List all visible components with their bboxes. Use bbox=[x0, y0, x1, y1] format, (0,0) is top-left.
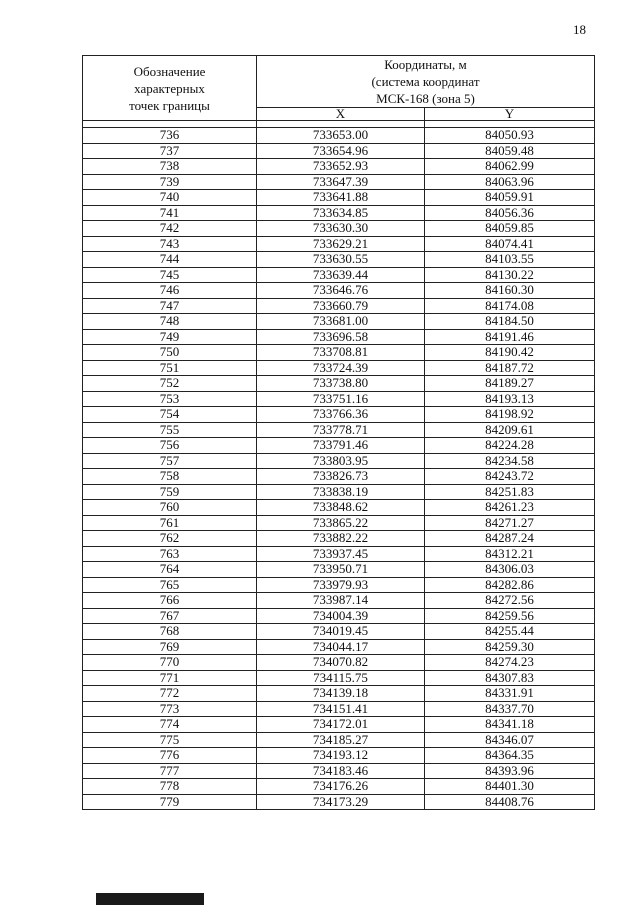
point-id-cell: 759 bbox=[83, 484, 257, 500]
x-coordinate-cell: 734193.12 bbox=[257, 748, 425, 764]
point-id-cell: 777 bbox=[83, 763, 257, 779]
table-row bbox=[83, 407, 595, 423]
table-row bbox=[83, 701, 595, 717]
x-coordinate-cell: 733654.96 bbox=[257, 143, 425, 159]
point-id-cell: 741 bbox=[83, 205, 257, 221]
table-row bbox=[83, 717, 595, 733]
x-coordinate-cell: 733660.79 bbox=[257, 298, 425, 314]
x-coordinate-cell: 733708.81 bbox=[257, 345, 425, 361]
x-coordinate-cell: 733696.58 bbox=[257, 329, 425, 345]
y-coordinate-cell: 84056.36 bbox=[425, 205, 595, 221]
y-coordinate-cell: 84174.08 bbox=[425, 298, 595, 314]
point-id-cell: 762 bbox=[83, 531, 257, 547]
x-coordinate-cell: 734176.26 bbox=[257, 779, 425, 795]
table-row bbox=[83, 298, 595, 314]
table-row bbox=[83, 422, 595, 438]
point-id-cell: 746 bbox=[83, 283, 257, 299]
x-coordinate-cell: 733652.93 bbox=[257, 159, 425, 175]
table-row bbox=[83, 159, 595, 175]
y-coordinate-cell: 84234.58 bbox=[425, 453, 595, 469]
point-id-cell: 779 bbox=[83, 794, 257, 810]
x-coordinate-cell: 733641.88 bbox=[257, 190, 425, 206]
x-coordinate-cell: 733634.85 bbox=[257, 205, 425, 221]
table-row bbox=[83, 267, 595, 283]
y-coordinate-cell: 84282.86 bbox=[425, 577, 595, 593]
table-row bbox=[83, 391, 595, 407]
x-coordinate-cell: 733766.36 bbox=[257, 407, 425, 423]
point-id-cell: 770 bbox=[83, 655, 257, 671]
table-row bbox=[83, 608, 595, 624]
point-id-cell: 747 bbox=[83, 298, 257, 314]
y-coordinate-cell: 84189.27 bbox=[425, 376, 595, 392]
y-coordinate-cell: 84364.35 bbox=[425, 748, 595, 764]
point-id-cell: 773 bbox=[83, 701, 257, 717]
y-coordinate-cell: 84259.30 bbox=[425, 639, 595, 655]
table-row bbox=[83, 128, 595, 144]
point-id-cell: 753 bbox=[83, 391, 257, 407]
table-row bbox=[83, 639, 595, 655]
header-label-line: характерных bbox=[134, 80, 205, 96]
table-row bbox=[83, 190, 595, 206]
table-row bbox=[83, 484, 595, 500]
header-coord-line: МСК-168 (зона 5) bbox=[376, 91, 475, 106]
x-coordinate-cell: 733848.62 bbox=[257, 500, 425, 516]
point-id-cell: 751 bbox=[83, 360, 257, 376]
point-id-cell: 749 bbox=[83, 329, 257, 345]
y-coordinate-cell: 84198.92 bbox=[425, 407, 595, 423]
header-coord-line: (система координат bbox=[371, 74, 480, 89]
y-coordinate-cell: 84306.03 bbox=[425, 562, 595, 578]
y-coordinate-cell: 84184.50 bbox=[425, 314, 595, 330]
x-coordinate-cell: 733629.21 bbox=[257, 236, 425, 252]
table-row bbox=[83, 779, 595, 795]
point-id-cell: 775 bbox=[83, 732, 257, 748]
point-id-cell: 752 bbox=[83, 376, 257, 392]
y-coordinate-cell: 84251.83 bbox=[425, 484, 595, 500]
point-id-cell: 757 bbox=[83, 453, 257, 469]
point-id-cell: 774 bbox=[83, 717, 257, 733]
y-coordinate-cell: 84261.23 bbox=[425, 500, 595, 516]
table-row bbox=[83, 469, 595, 485]
y-coordinate-cell: 84193.13 bbox=[425, 391, 595, 407]
coordinates-header bbox=[257, 56, 595, 108]
table-header-row bbox=[83, 56, 595, 108]
y-coordinate-cell: 84272.56 bbox=[425, 593, 595, 609]
x-coordinate-cell: 734183.46 bbox=[257, 763, 425, 779]
point-id-cell: 764 bbox=[83, 562, 257, 578]
table-row bbox=[83, 624, 595, 640]
y-coordinate-cell: 84050.93 bbox=[425, 128, 595, 144]
y-coordinate-cell: 84271.27 bbox=[425, 515, 595, 531]
x-coordinate-cell: 733937.45 bbox=[257, 546, 425, 562]
header-label-line: Обозначение bbox=[133, 63, 206, 79]
y-coordinate-cell: 84059.48 bbox=[425, 143, 595, 159]
column-y-header: Y bbox=[425, 108, 595, 121]
point-id-cell: 768 bbox=[83, 624, 257, 640]
table-row bbox=[83, 500, 595, 516]
table-row bbox=[83, 376, 595, 392]
table-row bbox=[83, 283, 595, 299]
x-coordinate-cell: 734019.45 bbox=[257, 624, 425, 640]
y-coordinate-cell: 84331.91 bbox=[425, 686, 595, 702]
point-id-cell: 761 bbox=[83, 515, 257, 531]
y-coordinate-cell: 84307.83 bbox=[425, 670, 595, 686]
x-coordinate-cell: 733647.39 bbox=[257, 174, 425, 190]
x-coordinate-cell: 733826.73 bbox=[257, 469, 425, 485]
x-coordinate-cell: 733778.71 bbox=[257, 422, 425, 438]
point-id-cell: 739 bbox=[83, 174, 257, 190]
x-coordinate-cell: 734004.39 bbox=[257, 608, 425, 624]
table-row bbox=[83, 763, 595, 779]
y-coordinate-cell: 84063.96 bbox=[425, 174, 595, 190]
x-coordinate-cell: 733630.30 bbox=[257, 221, 425, 237]
point-id-cell: 776 bbox=[83, 748, 257, 764]
table-row bbox=[83, 546, 595, 562]
table-row bbox=[83, 205, 595, 221]
y-coordinate-cell: 84074.41 bbox=[425, 236, 595, 252]
point-id-cell: 748 bbox=[83, 314, 257, 330]
point-id-cell: 763 bbox=[83, 546, 257, 562]
y-coordinate-cell: 84393.96 bbox=[425, 763, 595, 779]
x-coordinate-cell: 734070.82 bbox=[257, 655, 425, 671]
y-coordinate-cell: 84312.21 bbox=[425, 546, 595, 562]
y-coordinate-cell: 84059.85 bbox=[425, 221, 595, 237]
x-coordinate-cell: 733724.39 bbox=[257, 360, 425, 376]
y-coordinate-cell: 84346.07 bbox=[425, 732, 595, 748]
y-coordinate-cell: 84130.22 bbox=[425, 267, 595, 283]
x-coordinate-cell: 733630.55 bbox=[257, 252, 425, 268]
table-row bbox=[83, 794, 595, 810]
y-coordinate-cell: 84259.56 bbox=[425, 608, 595, 624]
table-row bbox=[83, 329, 595, 345]
table-row bbox=[83, 345, 595, 361]
header-coord-line: Координаты, м bbox=[384, 57, 467, 72]
x-coordinate-cell: 733987.14 bbox=[257, 593, 425, 609]
x-coordinate-cell: 733653.00 bbox=[257, 128, 425, 144]
y-coordinate-cell: 84059.91 bbox=[425, 190, 595, 206]
y-coordinate-cell: 84103.55 bbox=[425, 252, 595, 268]
table-row bbox=[83, 143, 595, 159]
table-row bbox=[83, 577, 595, 593]
table-row bbox=[83, 221, 595, 237]
x-coordinate-cell: 733979.93 bbox=[257, 577, 425, 593]
x-coordinate-cell: 733738.80 bbox=[257, 376, 425, 392]
table-row bbox=[83, 438, 595, 454]
point-id-cell: 737 bbox=[83, 143, 257, 159]
table-row bbox=[83, 531, 595, 547]
table-row bbox=[83, 453, 595, 469]
point-id-cell: 766 bbox=[83, 593, 257, 609]
column-x-header: X bbox=[257, 108, 425, 121]
y-coordinate-cell: 84062.99 bbox=[425, 159, 595, 175]
x-coordinate-cell: 733950.71 bbox=[257, 562, 425, 578]
y-coordinate-cell: 84274.23 bbox=[425, 655, 595, 671]
x-coordinate-cell: 734044.17 bbox=[257, 639, 425, 655]
point-id-cell: 736 bbox=[83, 128, 257, 144]
y-coordinate-cell: 84187.72 bbox=[425, 360, 595, 376]
y-coordinate-cell: 84224.28 bbox=[425, 438, 595, 454]
table-row bbox=[83, 236, 595, 252]
x-coordinate-cell: 734115.75 bbox=[257, 670, 425, 686]
table-row bbox=[83, 515, 595, 531]
footer-signature-mark bbox=[96, 893, 204, 905]
point-id-cell: 740 bbox=[83, 190, 257, 206]
table-row bbox=[83, 593, 595, 609]
y-coordinate-cell: 84337.70 bbox=[425, 701, 595, 717]
x-coordinate-cell: 734173.29 bbox=[257, 794, 425, 810]
y-coordinate-cell: 84287.24 bbox=[425, 531, 595, 547]
y-coordinate-cell: 84401.30 bbox=[425, 779, 595, 795]
x-coordinate-cell: 734172.01 bbox=[257, 717, 425, 733]
point-id-cell: 754 bbox=[83, 407, 257, 423]
x-coordinate-cell: 733646.76 bbox=[257, 283, 425, 299]
table-row bbox=[83, 670, 595, 686]
point-id-cell: 772 bbox=[83, 686, 257, 702]
table-row bbox=[83, 252, 595, 268]
point-id-cell: 742 bbox=[83, 221, 257, 237]
y-coordinate-cell: 84408.76 bbox=[425, 794, 595, 810]
table-row bbox=[83, 360, 595, 376]
point-id-cell: 778 bbox=[83, 779, 257, 795]
x-coordinate-cell: 733751.16 bbox=[257, 391, 425, 407]
point-id-cell: 765 bbox=[83, 577, 257, 593]
x-coordinate-cell: 733838.19 bbox=[257, 484, 425, 500]
point-id-cell: 744 bbox=[83, 252, 257, 268]
y-coordinate-cell: 84255.44 bbox=[425, 624, 595, 640]
y-coordinate-cell: 84341.18 bbox=[425, 717, 595, 733]
point-id-cell: 760 bbox=[83, 500, 257, 516]
point-id-cell: 743 bbox=[83, 236, 257, 252]
table-row bbox=[83, 748, 595, 764]
header-label-line: точек границы bbox=[129, 97, 210, 113]
x-coordinate-cell: 733681.00 bbox=[257, 314, 425, 330]
point-id-cell: 771 bbox=[83, 670, 257, 686]
x-coordinate-cell: 734185.27 bbox=[257, 732, 425, 748]
table-row bbox=[83, 174, 595, 190]
table-row bbox=[83, 686, 595, 702]
point-id-cell: 745 bbox=[83, 267, 257, 283]
boundary-coordinates-table bbox=[82, 55, 595, 810]
table-body bbox=[83, 128, 595, 810]
table-row bbox=[83, 562, 595, 578]
x-coordinate-cell: 733639.44 bbox=[257, 267, 425, 283]
x-coordinate-cell: 733865.22 bbox=[257, 515, 425, 531]
y-coordinate-cell: 84190.42 bbox=[425, 345, 595, 361]
point-id-cell: 756 bbox=[83, 438, 257, 454]
point-id-cell: 750 bbox=[83, 345, 257, 361]
table-row bbox=[83, 655, 595, 671]
y-coordinate-cell: 84243.72 bbox=[425, 469, 595, 485]
point-id-cell: 738 bbox=[83, 159, 257, 175]
x-coordinate-cell: 733791.46 bbox=[257, 438, 425, 454]
y-coordinate-cell: 84191.46 bbox=[425, 329, 595, 345]
table-row bbox=[83, 314, 595, 330]
page-number: 18 bbox=[573, 22, 586, 37]
y-coordinate-cell: 84160.30 bbox=[425, 283, 595, 299]
point-id-cell: 755 bbox=[83, 422, 257, 438]
point-id-cell: 769 bbox=[83, 639, 257, 655]
point-designation-header bbox=[83, 56, 257, 121]
point-id-cell: 767 bbox=[83, 608, 257, 624]
x-coordinate-cell: 733803.95 bbox=[257, 453, 425, 469]
point-id-cell: 758 bbox=[83, 469, 257, 485]
x-coordinate-cell: 734139.18 bbox=[257, 686, 425, 702]
x-coordinate-cell: 734151.41 bbox=[257, 701, 425, 717]
x-coordinate-cell: 733882.22 bbox=[257, 531, 425, 547]
y-coordinate-cell: 84209.61 bbox=[425, 422, 595, 438]
table-row bbox=[83, 732, 595, 748]
